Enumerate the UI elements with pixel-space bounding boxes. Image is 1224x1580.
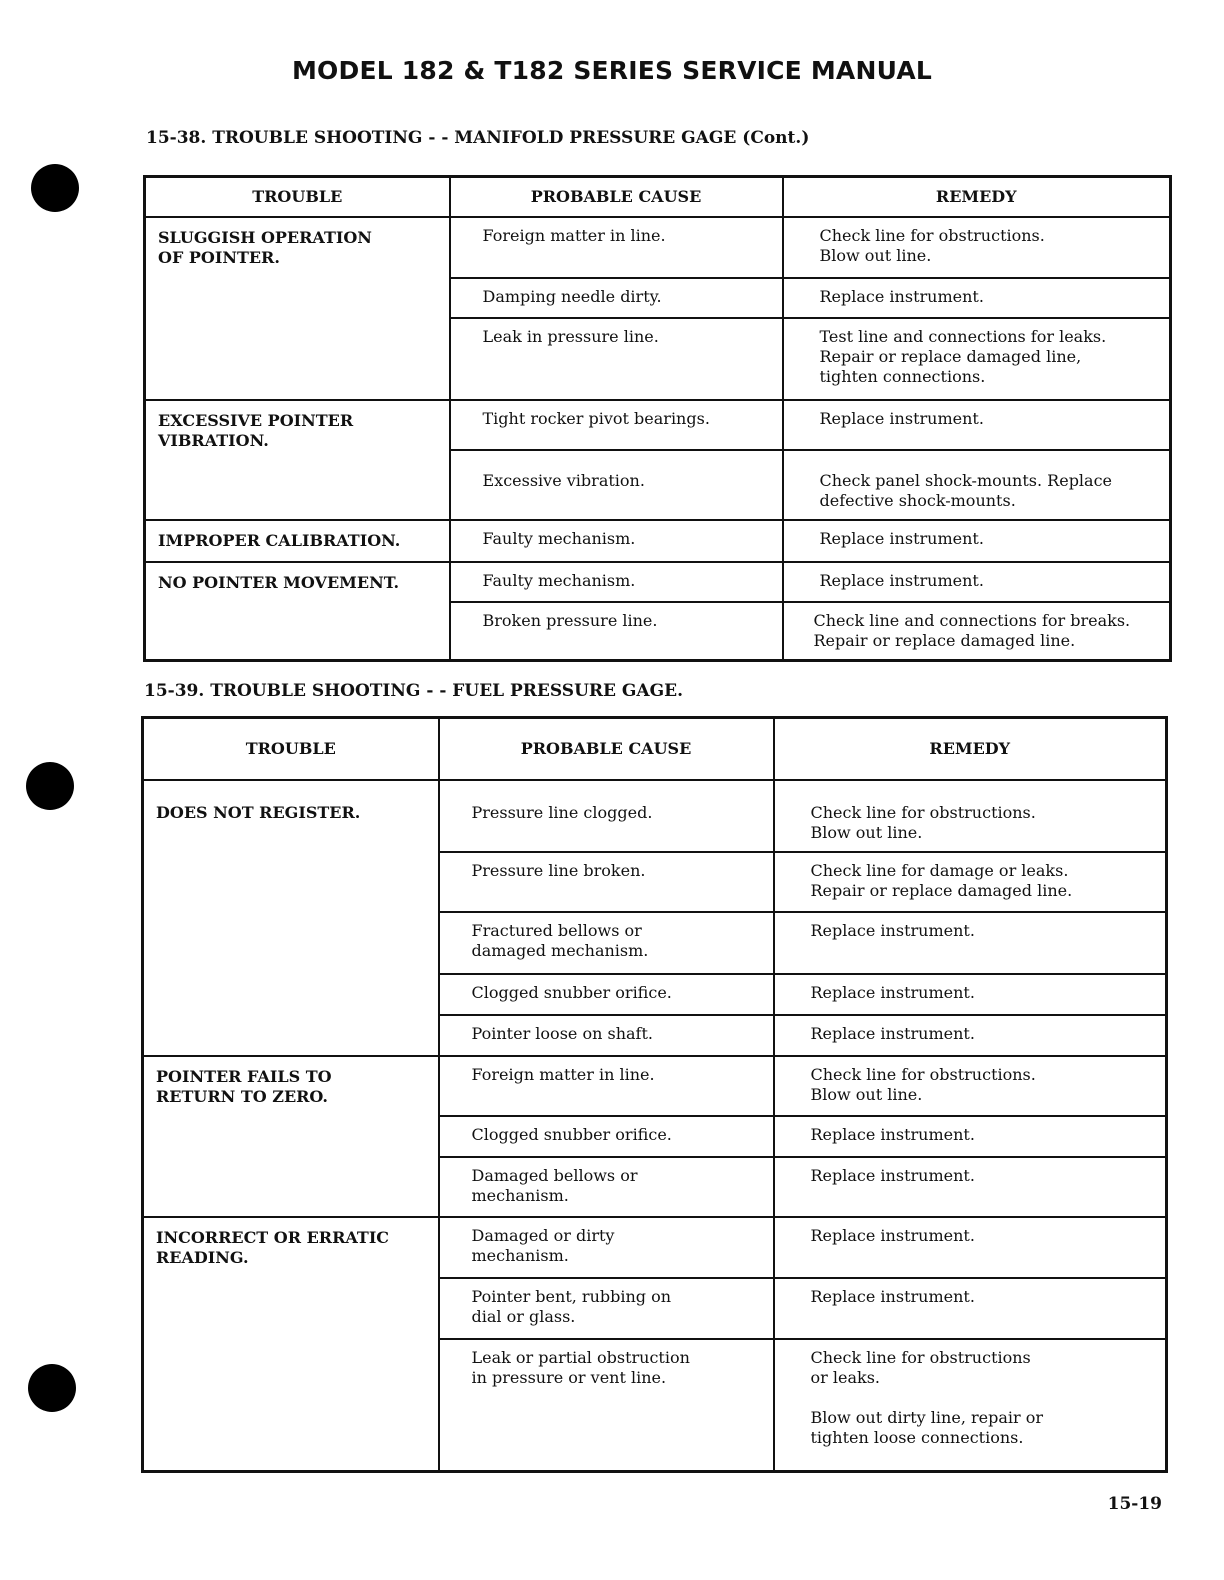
column-header-cause: PROBABLE CAUSE [439, 718, 774, 780]
cause-text: Damping needle dirty. [482, 286, 662, 306]
cause-text: Pressure line clogged. [471, 802, 653, 822]
remedy-text: Replace instrument. [810, 1225, 975, 1245]
trouble-cell [145, 562, 450, 661]
cause-cell [439, 1278, 774, 1339]
cause-cell [450, 562, 783, 602]
trouble-cell [143, 780, 439, 1056]
remedy-text: Check line for damage or leaks. Repair or replace damaged line. [810, 860, 1073, 900]
remedy-cell [783, 602, 1171, 661]
section-heading-15-39: 15-39. TROUBLE SHOOTING - - FUEL PRESSURE GAGE. [144, 681, 684, 701]
remedy-text: Check line for obstructions. Blow out line. [810, 1064, 1036, 1104]
remedy-cell [783, 400, 1171, 450]
remedy-text: Replace instrument. [810, 982, 975, 1002]
cause-text: Tight rocker pivot bearings. [482, 408, 710, 428]
table-row [145, 562, 1171, 602]
table-row [143, 1056, 1167, 1116]
remedy-cell [783, 520, 1171, 562]
cause-cell [450, 217, 783, 278]
cause-cell [450, 520, 783, 562]
remedy-text: Check panel shock-mounts. Replace defective shock-mounts. [819, 470, 1113, 510]
page-title: MODEL 182 & T182 SERIES SERVICE MANUAL [291, 56, 933, 85]
cause-cell [439, 912, 774, 974]
trouble-text: POINTER FAILS TO RETURN TO ZERO. [156, 1066, 332, 1106]
remedy-text: Replace instrument. [819, 570, 984, 590]
cause-cell [439, 1116, 774, 1157]
section-heading-15-38: 15-38. TROUBLE SHOOTING - - MANIFOLD PRESSURE GAGE (Cont.) [146, 128, 810, 148]
trouble-text: NO POINTER MOVEMENT. [158, 572, 400, 592]
remedy-cell [774, 1157, 1167, 1217]
trouble-cell [145, 400, 450, 520]
table-header-row [145, 177, 1171, 217]
remedy-text: Replace instrument. [810, 1165, 975, 1185]
trouble-text: DOES NOT REGISTER. [156, 802, 361, 822]
table-row [143, 1217, 1167, 1278]
cause-cell [439, 1339, 774, 1472]
remedy-text: Replace instrument. [810, 1023, 975, 1043]
remedy-text: Check line and connections for breaks. Repair or replace damaged line. [813, 610, 1131, 650]
binder-hole-top [31, 164, 79, 212]
cause-text: Broken pressure line. [482, 610, 658, 630]
trouble-cell [145, 520, 450, 562]
remedy-text: Check line for obstructions or leaks. Blow out dirty line, repair or tighten loose connections. [810, 1347, 1044, 1447]
remedy-cell [774, 1217, 1167, 1278]
cause-cell [450, 318, 783, 400]
remedy-cell [774, 1056, 1167, 1116]
cause-cell [439, 1157, 774, 1217]
cause-text: Leak or partial obstruction in pressure or vent line. [471, 1347, 690, 1387]
cause-cell [450, 400, 783, 450]
cause-text: Damaged or dirty mechanism. [471, 1225, 615, 1265]
remedy-cell [783, 450, 1171, 520]
fuel-pressure-gage-table [141, 716, 1168, 1473]
trouble-cell [143, 1056, 439, 1217]
cause-cell [439, 852, 774, 912]
remedy-cell [783, 278, 1171, 318]
cause-text: Foreign matter in line. [471, 1064, 655, 1084]
cause-text: Clogged snubber orifice. [471, 982, 672, 1002]
manifold-pressure-gage-table [143, 175, 1172, 662]
remedy-text: Replace instrument. [819, 528, 984, 548]
cause-cell [439, 1015, 774, 1056]
trouble-text: IMPROPER CALIBRATION. [158, 530, 401, 550]
cause-text: Faulty mechanism. [482, 528, 636, 548]
trouble-cell [143, 1217, 439, 1472]
binder-hole-middle [26, 762, 74, 810]
remedy-text: Replace instrument. [810, 1124, 975, 1144]
cause-text: Fractured bellows or damaged mechanism. [471, 920, 649, 960]
table-row [143, 780, 1167, 852]
column-header-remedy: REMEDY [774, 718, 1167, 780]
column-header-remedy: REMEDY [783, 177, 1171, 217]
trouble-cell [145, 217, 450, 400]
remedy-text: Replace instrument. [819, 286, 984, 306]
cause-cell [450, 278, 783, 318]
cause-text: Leak in pressure line. [482, 326, 659, 346]
cause-text: Clogged snubber orifice. [471, 1124, 672, 1144]
remedy-text: Check line for obstructions. Blow out line. [810, 802, 1036, 842]
table-header-row [143, 718, 1167, 780]
cause-text: Pointer loose on shaft. [471, 1023, 653, 1043]
cause-text: Pressure line broken. [471, 860, 646, 880]
remedy-cell [774, 912, 1167, 974]
remedy-text: Test line and connections for leaks. Repair or replace damaged line, tighten connections. [819, 326, 1107, 386]
cause-cell [450, 602, 783, 661]
remedy-cell [783, 318, 1171, 400]
remedy-cell [783, 562, 1171, 602]
cause-text: Pointer bent, rubbing on dial or glass. [471, 1286, 672, 1326]
remedy-cell [774, 1278, 1167, 1339]
binder-hole-bottom [28, 1364, 76, 1412]
table-row [145, 217, 1171, 278]
trouble-text: EXCESSIVE POINTER VIBRATION. [158, 410, 354, 450]
cause-text: Damaged bellows or mechanism. [471, 1165, 638, 1205]
trouble-text: INCORRECT OR ERRATIC READING. [156, 1227, 390, 1267]
cause-cell [450, 450, 783, 520]
trouble-text: SLUGGISH OPERATION OF POINTER. [158, 227, 372, 267]
column-header-trouble: TROUBLE [143, 718, 439, 780]
cause-text: Foreign matter in line. [482, 225, 666, 245]
remedy-cell [774, 1116, 1167, 1157]
cause-cell [439, 780, 774, 852]
remedy-cell [783, 217, 1171, 278]
column-header-trouble: TROUBLE [145, 177, 450, 217]
remedy-text: Check line for obstructions. Blow out line. [819, 225, 1045, 265]
cause-cell [439, 1056, 774, 1116]
remedy-cell [774, 1339, 1167, 1472]
remedy-cell [774, 852, 1167, 912]
remedy-cell [774, 1015, 1167, 1056]
remedy-text: Replace instrument. [819, 408, 984, 428]
remedy-cell [774, 780, 1167, 852]
page-number: 15-19 [1107, 1494, 1162, 1514]
cause-text: Excessive vibration. [482, 470, 645, 490]
remedy-cell [774, 974, 1167, 1015]
column-header-cause: PROBABLE CAUSE [450, 177, 783, 217]
cause-text: Faulty mechanism. [482, 570, 636, 590]
table-row [145, 400, 1171, 450]
remedy-text: Replace instrument. [810, 1286, 975, 1306]
cause-cell [439, 1217, 774, 1278]
remedy-text: Replace instrument. [810, 920, 975, 940]
cause-cell [439, 974, 774, 1015]
table-row [145, 520, 1171, 562]
